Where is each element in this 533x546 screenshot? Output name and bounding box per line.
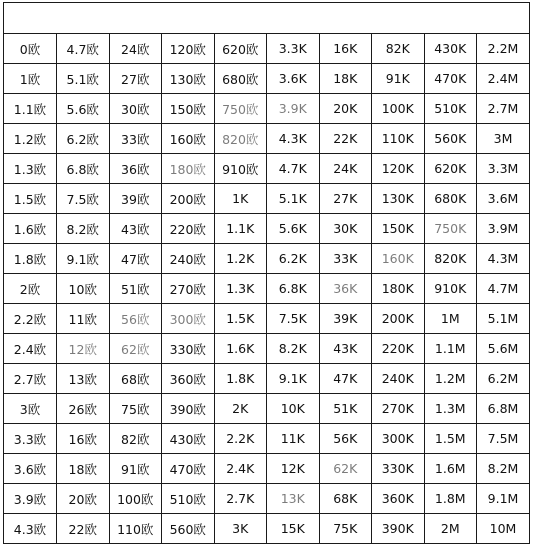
resistor-value-cell: 5.1K — [267, 184, 320, 214]
resistor-value-cell: 7.5K — [267, 304, 320, 334]
resistor-value-cell: 820K — [424, 244, 477, 274]
resistor-value-cell: 1.2M — [424, 364, 477, 394]
resistor-value-cell: 330欧 — [162, 334, 215, 364]
resistor-value-cell: 150欧 — [162, 94, 215, 124]
resistor-value-cell: 3.9欧 — [4, 484, 57, 514]
resistor-value-cell: 1.1K — [214, 214, 267, 244]
resistor-value-cell: 20K — [319, 94, 372, 124]
resistor-value-sheet — [3, 2, 530, 544]
table-row — [4, 274, 529, 304]
table-row — [4, 244, 529, 274]
resistor-value-cell: 6.2欧 — [57, 124, 110, 154]
resistor-value-cell: 3.6M — [477, 184, 530, 214]
resistor-value-cell: 36欧 — [109, 154, 162, 184]
table-row — [4, 424, 529, 454]
resistor-value-cell: 3.3M — [477, 154, 530, 184]
resistor-value-cell: 3.6K — [267, 64, 320, 94]
resistor-value-cell: 100K — [372, 94, 425, 124]
resistor-value-cell: 1.6K — [214, 334, 267, 364]
table-row — [4, 214, 529, 244]
resistor-value-cell: 18欧 — [57, 454, 110, 484]
resistor-value-cell: 24欧 — [109, 34, 162, 64]
resistor-value-cell: 91K — [372, 64, 425, 94]
resistor-value-cell: 9.1欧 — [57, 244, 110, 274]
resistor-value-cell: 4.3K — [267, 124, 320, 154]
resistor-value-cell: 75欧 — [109, 394, 162, 424]
resistor-value-cell: 11K — [267, 424, 320, 454]
resistor-value-cell: 30K — [319, 214, 372, 244]
resistor-value-cell: 26欧 — [57, 394, 110, 424]
resistor-value-cell: 18K — [319, 64, 372, 94]
resistor-value-cell: 390欧 — [162, 394, 215, 424]
resistor-value-cell: 47K — [319, 364, 372, 394]
resistor-value-cell: 51欧 — [109, 274, 162, 304]
resistor-value-cell: 4.3欧 — [4, 514, 57, 544]
resistor-value-cell: 4.3M — [477, 244, 530, 274]
resistor-value-cell: 560欧 — [162, 514, 215, 544]
resistor-value-cell: 200K — [372, 304, 425, 334]
resistor-value-cell: 220欧 — [162, 214, 215, 244]
resistor-value-cell: 2欧 — [4, 274, 57, 304]
resistor-value-cell: 1K — [214, 184, 267, 214]
resistor-value-cell: 62K — [319, 454, 372, 484]
resistor-value-cell: 1.2K — [214, 244, 267, 274]
resistor-value-cell: 91欧 — [109, 454, 162, 484]
resistor-value-cell: 2.2欧 — [4, 304, 57, 334]
resistor-value-cell: 120欧 — [162, 34, 215, 64]
table-row — [4, 454, 529, 484]
resistor-value-cell: 3.9K — [267, 94, 320, 124]
resistor-value-cell: 470欧 — [162, 454, 215, 484]
resistor-value-cell: 3.3欧 — [4, 424, 57, 454]
resistor-value-cell: 2M — [424, 514, 477, 544]
resistor-value-cell: 27欧 — [109, 64, 162, 94]
resistor-value-cell: 7.5M — [477, 424, 530, 454]
resistor-value-cell: 180欧 — [162, 154, 215, 184]
table-row — [4, 154, 529, 184]
resistor-value-cell: 220K — [372, 334, 425, 364]
resistor-value-cell: 1.5欧 — [4, 184, 57, 214]
resistor-value-cell: 33K — [319, 244, 372, 274]
table-row — [4, 34, 529, 64]
resistor-value-cell: 6.2K — [267, 244, 320, 274]
resistor-value-cell: 68欧 — [109, 364, 162, 394]
resistor-value-cell: 200欧 — [162, 184, 215, 214]
resistor-value-cell: 1欧 — [4, 64, 57, 94]
resistor-value-cell: 13K — [267, 484, 320, 514]
resistor-value-cell: 2.4欧 — [4, 334, 57, 364]
resistor-value-cell: 620K — [424, 154, 477, 184]
table-body — [4, 34, 529, 543]
resistor-value-cell: 3.6欧 — [4, 454, 57, 484]
table-row — [4, 184, 529, 214]
resistor-value-cell: 4.7M — [477, 274, 530, 304]
resistor-value-cell: 22欧 — [57, 514, 110, 544]
resistor-value-cell: 360K — [372, 484, 425, 514]
resistor-value-cell: 3K — [214, 514, 267, 544]
resistor-value-cell: 7.5欧 — [57, 184, 110, 214]
resistor-value-cell: 2.7K — [214, 484, 267, 514]
resistor-value-cell: 56K — [319, 424, 372, 454]
resistor-value-cell: 750K — [424, 214, 477, 244]
resistor-value-cell: 510K — [424, 94, 477, 124]
table-row — [4, 364, 529, 394]
resistor-value-cell: 5.1欧 — [57, 64, 110, 94]
resistor-value-cell: 750欧 — [214, 94, 267, 124]
title-bar — [4, 3, 529, 34]
resistor-value-cell: 39欧 — [109, 184, 162, 214]
resistor-value-cell: 30欧 — [109, 94, 162, 124]
resistor-value-cell: 1.1欧 — [4, 94, 57, 124]
resistor-value-cell: 240K — [372, 364, 425, 394]
table-row — [4, 94, 529, 124]
resistor-value-cell: 10K — [267, 394, 320, 424]
resistor-value-cell: 240欧 — [162, 244, 215, 274]
resistor-value-cell: 1.1M — [424, 334, 477, 364]
resistor-value-cell: 110欧 — [109, 514, 162, 544]
resistor-value-cell: 82K — [372, 34, 425, 64]
resistor-value-cell: 9.1M — [477, 484, 530, 514]
resistor-value-cell: 1.8M — [424, 484, 477, 514]
resistor-value-cell: 27K — [319, 184, 372, 214]
resistor-value-cell: 1.6M — [424, 454, 477, 484]
resistor-value-cell: 2.2K — [214, 424, 267, 454]
resistor-value-cell: 16欧 — [57, 424, 110, 454]
resistor-value-cell: 9.1K — [267, 364, 320, 394]
resistor-value-cell: 51K — [319, 394, 372, 424]
resistor-value-cell: 3M — [477, 124, 530, 154]
table-row — [4, 514, 529, 544]
resistor-value-cell: 2.2M — [477, 34, 530, 64]
resistor-value-cell: 680欧 — [214, 64, 267, 94]
resistor-value-cell: 1.3欧 — [4, 154, 57, 184]
resistor-value-cell: 620欧 — [214, 34, 267, 64]
table-row — [4, 124, 529, 154]
resistor-value-cell: 62欧 — [109, 334, 162, 364]
resistor-value-cell: 110K — [372, 124, 425, 154]
resistor-value-cell: 3.3K — [267, 34, 320, 64]
resistor-value-cell: 680K — [424, 184, 477, 214]
resistor-value-cell: 560K — [424, 124, 477, 154]
resistor-value-cell: 1.3M — [424, 394, 477, 424]
resistor-value-cell: 6.2M — [477, 364, 530, 394]
resistor-value-cell: 820欧 — [214, 124, 267, 154]
resistor-value-cell: 270K — [372, 394, 425, 424]
resistor-value-cell: 22K — [319, 124, 372, 154]
resistor-value-cell: 4.7欧 — [57, 34, 110, 64]
resistor-value-cell: 6.8M — [477, 394, 530, 424]
resistor-value-cell: 36K — [319, 274, 372, 304]
resistor-value-cell: 160K — [372, 244, 425, 274]
resistor-value-cell: 470K — [424, 64, 477, 94]
resistor-value-cell: 16K — [319, 34, 372, 64]
resistor-value-cell: 1.5K — [214, 304, 267, 334]
resistor-value-table — [4, 34, 529, 543]
table-row — [4, 334, 529, 364]
resistor-value-cell: 1.5M — [424, 424, 477, 454]
resistor-value-cell: 68K — [319, 484, 372, 514]
resistor-value-cell: 510欧 — [162, 484, 215, 514]
resistor-value-cell: 12欧 — [57, 334, 110, 364]
resistor-value-cell: 10欧 — [57, 274, 110, 304]
resistor-value-cell: 20欧 — [57, 484, 110, 514]
resistor-value-cell: 430K — [424, 34, 477, 64]
table-row — [4, 394, 529, 424]
resistor-value-cell: 15K — [267, 514, 320, 544]
resistor-value-cell: 2.7欧 — [4, 364, 57, 394]
resistor-value-cell: 330K — [372, 454, 425, 484]
resistor-value-cell: 3.9M — [477, 214, 530, 244]
resistor-value-cell: 1.2欧 — [4, 124, 57, 154]
resistor-value-cell: 130欧 — [162, 64, 215, 94]
resistor-value-cell: 13欧 — [57, 364, 110, 394]
resistor-value-cell: 910K — [424, 274, 477, 304]
table-row — [4, 64, 529, 94]
resistor-value-cell: 5.1M — [477, 304, 530, 334]
resistor-value-cell: 75K — [319, 514, 372, 544]
resistor-value-cell: 3欧 — [4, 394, 57, 424]
resistor-value-cell: 11欧 — [57, 304, 110, 334]
resistor-value-cell: 1.6欧 — [4, 214, 57, 244]
resistor-value-cell: 100欧 — [109, 484, 162, 514]
resistor-value-cell: 5.6欧 — [57, 94, 110, 124]
resistor-value-cell: 120K — [372, 154, 425, 184]
resistor-value-cell: 82欧 — [109, 424, 162, 454]
resistor-value-cell: 1M — [424, 304, 477, 334]
resistor-value-cell: 160欧 — [162, 124, 215, 154]
resistor-value-cell: 43欧 — [109, 214, 162, 244]
resistor-value-cell: 2K — [214, 394, 267, 424]
resistor-value-cell: 0欧 — [4, 34, 57, 64]
resistor-value-cell: 270欧 — [162, 274, 215, 304]
resistor-value-cell: 47欧 — [109, 244, 162, 274]
resistor-value-cell: 130K — [372, 184, 425, 214]
resistor-value-cell: 5.6K — [267, 214, 320, 244]
resistor-value-cell: 33欧 — [109, 124, 162, 154]
resistor-value-cell: 8.2欧 — [57, 214, 110, 244]
resistor-value-cell: 4.7K — [267, 154, 320, 184]
resistor-value-cell: 10M — [477, 514, 530, 544]
resistor-value-cell: 2.7M — [477, 94, 530, 124]
resistor-value-cell: 430欧 — [162, 424, 215, 454]
resistor-value-cell: 6.8K — [267, 274, 320, 304]
resistor-value-cell: 56欧 — [109, 304, 162, 334]
table-row — [4, 304, 529, 334]
resistor-value-cell: 39K — [319, 304, 372, 334]
resistor-value-cell: 12K — [267, 454, 320, 484]
resistor-value-cell: 8.2M — [477, 454, 530, 484]
resistor-value-cell: 150K — [372, 214, 425, 244]
resistor-value-cell: 180K — [372, 274, 425, 304]
resistor-value-cell: 2.4M — [477, 64, 530, 94]
resistor-value-cell: 8.2K — [267, 334, 320, 364]
resistor-value-cell: 5.6M — [477, 334, 530, 364]
resistor-value-cell: 2.4K — [214, 454, 267, 484]
resistor-value-cell: 910欧 — [214, 154, 267, 184]
resistor-value-cell: 1.3K — [214, 274, 267, 304]
resistor-value-cell: 43K — [319, 334, 372, 364]
resistor-value-cell: 360欧 — [162, 364, 215, 394]
resistor-value-cell: 6.8欧 — [57, 154, 110, 184]
resistor-value-cell: 1.8欧 — [4, 244, 57, 274]
table-row — [4, 484, 529, 514]
resistor-value-cell: 300欧 — [162, 304, 215, 334]
resistor-value-cell: 24K — [319, 154, 372, 184]
resistor-value-cell: 390K — [372, 514, 425, 544]
resistor-value-cell: 1.8K — [214, 364, 267, 394]
resistor-value-cell: 300K — [372, 424, 425, 454]
